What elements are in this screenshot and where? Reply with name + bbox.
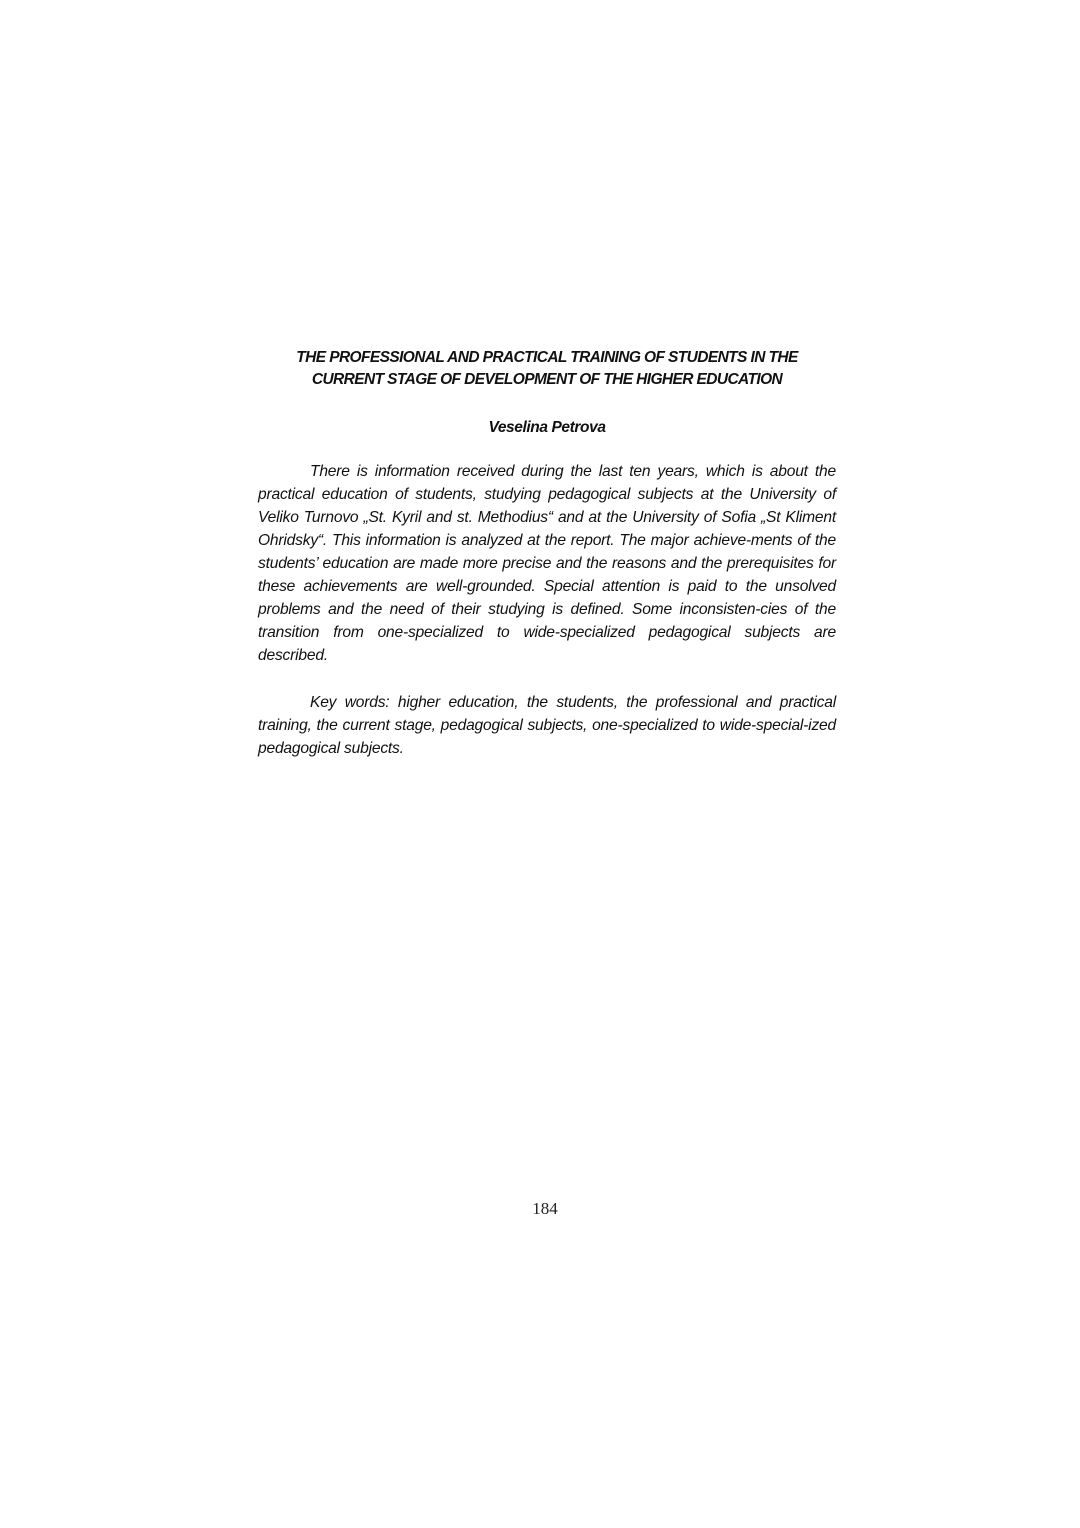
article-title-line-1: THE PROFESSIONAL AND PRACTICAL TRAINING OF STUDENTS IN THE bbox=[296, 349, 798, 366]
article-content bbox=[258, 347, 836, 760]
article-title-line-2: CURRENT STAGE OF DEVELOPMENT OF THE HIGHER EDUCATION bbox=[311, 371, 783, 388]
abstract-paragraph: There is information received during the last ten years, which is about the practical education of students, studying pedagogical subjects at the University of Veliko Turnovo „St. Kyril and st. Methodius“ and at the University of Sofia „St Kliment Ohridsky“. This information is analyzed at the report. The major achieve-ments of the students’ education are made more precise and the reasons and the prerequisites for these achievements are well-grounded. Special attention is paid to the unsolved problems and the need of their studying is defined. Some inconsisten-cies of the transition from one-specialized to wide-specialized pedagogical subjects are described. bbox=[258, 463, 836, 664]
author-name: Veselina Petrova bbox=[488, 419, 606, 436]
article-title bbox=[258, 347, 836, 391]
page-number: 184 bbox=[532, 1199, 558, 1218]
keywords-paragraph: Key words: higher education, the students, the professional and practical training, the current stage, pedagogical subjects, one-specialized to wide-special-ized pedagogical subjects. bbox=[258, 694, 836, 757]
